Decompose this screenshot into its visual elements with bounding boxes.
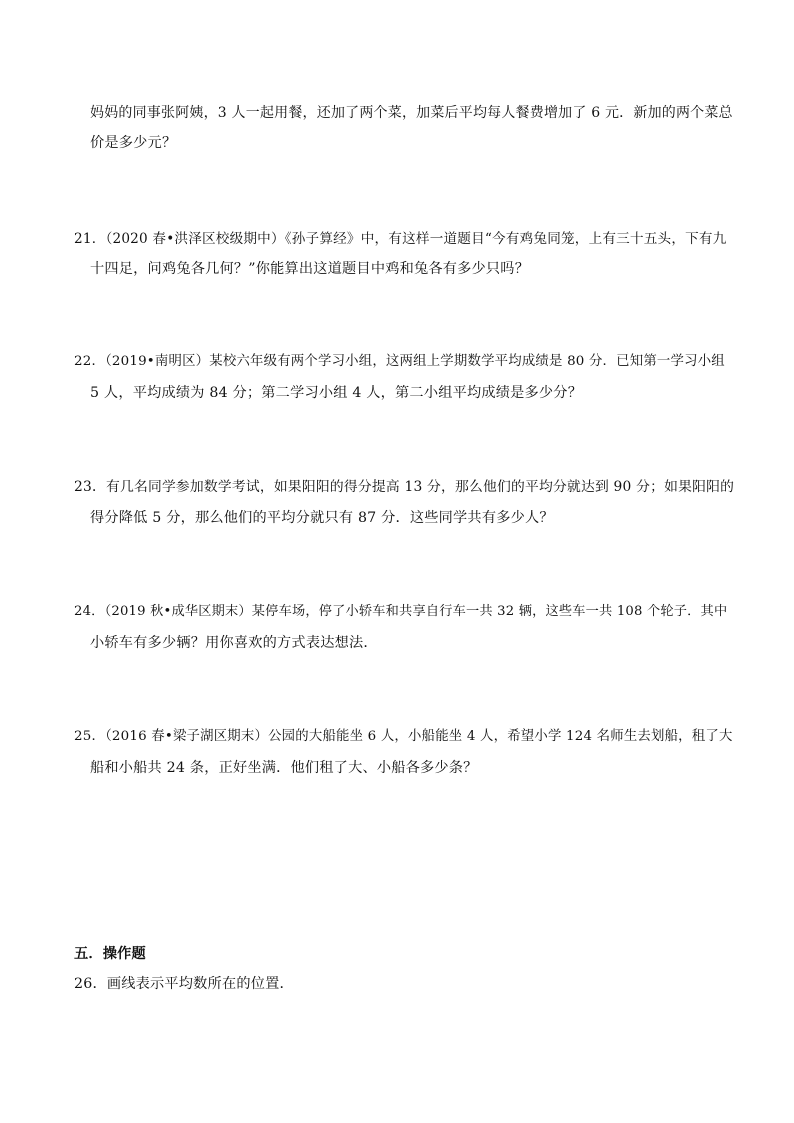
q25-line-2: 船和小船共 24 条，正好坐满．他们租了大、小船各多少条？ <box>90 760 478 776</box>
q21-line-1: 21．（2020 春•洪泽区校级期中）《孙子算经》中，有这样一道题目“今有鸡兔同笼，上有三十五头，下有九 <box>74 231 727 247</box>
q24-line-2: 小轿车有多少辆？用你喜欢的方式表达想法． <box>90 635 378 651</box>
q23-line-1: 23．有几名同学参加数学考试，如果阳阳的得分提高 13 分，那么他们的平均分就达到 90 分；如果阳阳的 <box>74 479 735 495</box>
q22-line-2: 5 人，平均成绩为 84 分；第二学习小组 4 人，第二小组平均成绩是多少分？ <box>90 385 583 401</box>
q20-line-1: 妈妈的同事张阿姨，3 人一起用餐，还加了两个菜，加菜后平均每人餐费增加了 6 元．新加的两个菜总 <box>90 105 733 121</box>
q24-line-1: 24．（2019 秋•成华区期末）某停车场，停了小轿车和共享自行车一共 32 辆，这些车一共 108 个轮子．其中 <box>74 604 728 619</box>
q20-line-2: 价是多少元？ <box>90 135 177 151</box>
q21-line-2: 十四足，问鸡兔各几何？”你能算出这道题目中鸡和兔各有多少只吗？ <box>90 261 530 277</box>
section-heading-operation: 五．操作题 <box>74 946 146 962</box>
q25-line-1: 25．（2016 春•梁子湖区期末）公园的大船能坐 6 人，小船能坐 4 人，希望小学 124 名师生去划船，租了大 <box>74 729 733 744</box>
q23-line-2: 得分降低 5 分，那么他们的平均分就只有 87 分．这些同学共有多少人？ <box>90 510 554 526</box>
q26-line-1: 26．画线表示平均数所在的位置． <box>74 976 294 992</box>
q22-line-1: 22．（2019•南明区）某校六年级有两个学习小组，这两组上学期数学平均成绩是 80 分．已知第一学习小组 <box>74 354 725 369</box>
